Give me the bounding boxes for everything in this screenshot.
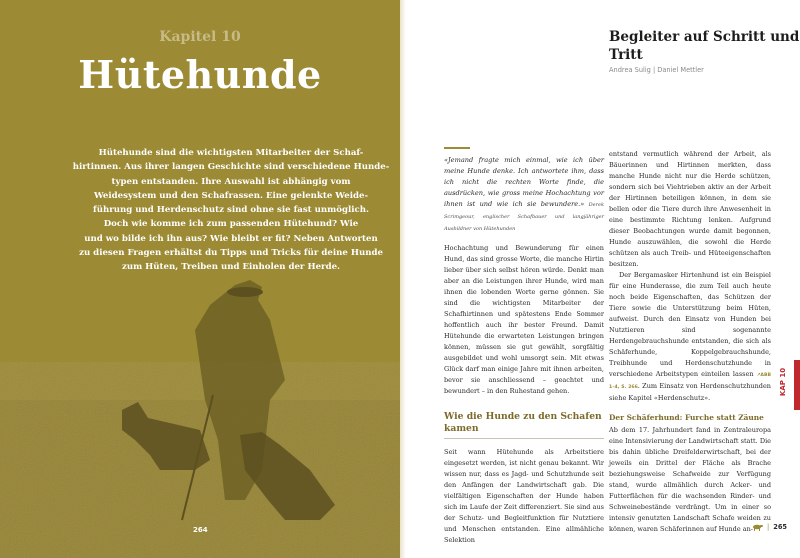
- sheep-icon: [752, 524, 763, 531]
- footer-separator: |: [767, 523, 770, 531]
- intro-line: zum Hüten, Treiben und Einholen der Herde.: [121, 262, 341, 273]
- article-authors: Andrea Sulig | Daniel Mettler: [609, 66, 704, 74]
- chapter-tab-label: KAP 10: [779, 367, 788, 397]
- chapter-title: Hütehunde: [78, 52, 322, 97]
- pull-quote: [444, 155, 604, 235]
- subheading: Der Schäferhund: Furche statt Zäune: [609, 413, 764, 422]
- quote-text: «Jemand fragte mich einmal, wie ich über meine Hunde denke. Ich antwortete ihm, dass ich nicht die rechten Worte finde, die ausdrücken, wie gross meine Hochachtung vor ihnen ist und wie ich sie bewundere.»: [444, 156, 604, 208]
- subheading: Wie die Hunde zu den Schafen kamen: [444, 411, 604, 439]
- intro-line: zu diesen Fragen erhältst du Tipps und Tricks für deine Hunde: [79, 248, 383, 259]
- intro-line: führung und Herdenschutz sind ohne sie fast unmöglich.: [93, 205, 369, 216]
- intro-line: typen entstanden. Ihre Auswahl ist abhängig vom: [111, 176, 351, 187]
- paragraph-text: Der Bergamasker Hirtenhund ist ein Beispiel für eine Hunderasse, die zum Teil auch heute noch beide Eigenschaften, das Schützen der Tiere sowie die Unterstützung beim Hüten, aufweist. Durch den Einsatz von Hunden bei Nutztieren sind sogenannte Herdengebrauchshunde entstanden, die sich als Schäferhunde, Koppelgebrauchshunde, Treibhunde und Herdenschutzhunde in verschiedene Arbeitstypen einteilen lassen: [609, 271, 771, 378]
- article-title: Begleiter auf Schritt und Tritt: [609, 29, 800, 63]
- intro-line: hirtinnen. Aus ihrer langen Geschichte sind verschiedene Hunde-: [72, 162, 390, 173]
- body-paragraph: [609, 270, 771, 404]
- paragraph-text: . Zum Einsatz von Herdenschutzhunden siehe Kapitel «Herdenschutz».: [609, 382, 771, 402]
- body-paragraph: Hochachtung und Bewunderung für einen Hund, das sind grosse Worte, die manche Hirtin lieber über sich selbst hören würde. Denkt man aber an die Leistungen ihrer Hunde, wird man ihnen die lobenden Worte gerne gönnen. Sie sind die wichtigsten Mitarbeiter der Schafhirtinnen und spätestens Ende Sommer hoffentlich auch ihr bester Freund. Damit Hütehunde die erwarteten Leistungen bringen können, müssen sie gut gewählt, sorgfältig ausgebildet und wohl umsorgt sein. Mit etwas Glück darf man einige Jahre mit ihnen arbeiten, bevor sie anschliessend – geachtet und bewundert – in den Ruhestand gehen.: [444, 244, 604, 395]
- chapter-tab-bar: [794, 360, 800, 410]
- intro-line: Doch wie komme ich zum passenden Hütehund? Wie: [103, 219, 359, 230]
- quote-source: Derek Scrimgeour, englischer Schafbauer und langjähriger Ausbildner von Hütehunden: [444, 202, 604, 232]
- page-number-right: 265: [773, 523, 787, 531]
- intro-line: und wo bilde ich ihn aus? Wie bleibt er fit? Neben Antworten: [84, 233, 378, 244]
- page-number-left: 264: [193, 526, 208, 534]
- chapter-tab: [781, 360, 800, 410]
- body-paragraph: Seit wann Hütehunde als Arbeitstiere eingesetzt werden, ist nicht genau bekannt. Wir wissen nur, dass es Jagd- und Schutzhunde seit den Anfängen der Landwirtschaft gab. Die vielfältigen Eigenschaften der Hunde haben sich im Laufe der Zeit differenziert. Sie sind aus der Schutz- und Begleitfunktion für Nutztiere und Menschen entstanden. Eine allmähliche Selektion: [444, 448, 604, 544]
- quote-rule: [444, 147, 470, 149]
- body-paragraph: Ab dem 17. Jahrhundert fand in Zentraleuropa eine Intensivierung der Landwirtschaft statt. Die bis dahin übliche Dreifelderwirtschaft, bei der jeweils ein Drittel der Fläche als Brache beziehungsweise Schafweide zur Verfügung stand, wurde allmählich durch Acker- und Futterflächen für die wachsenden Rinder- und Schweinebestände verdrängt. Um in einer so intensiv genutzten Landschaft Schafe weiden zu können, waren Schäferinnen auf Hunde an-: [609, 426, 771, 533]
- book-gutter: [400, 0, 406, 558]
- intro-line: Weidesystem und den Schafrassen. Eine gelenkte Weide-: [93, 190, 369, 201]
- body-paragraph: entstand vermutlich während der Arbeit, als Bäuerinnen und Hirtinnen merkten, dass manche Hunde nicht nur die Herde schützen, sondern sich bei Viehtrieben aktiv an der Arbeit der Hirtinnen beteiligen können, in dem sie bellen oder die Tiere durch ihre Anwesenheit in eine bestimmte Richtung lenken. Aufgrund dieser Beobachtungen wurde damit begonnen, Hunde auszuwählen, die sowohl die Herde schützen als auch Treib- und Hüteeigenschaften besitzen.: [609, 150, 771, 268]
- chapter-label: Kapitel 10: [159, 29, 241, 45]
- figure-reference-link[interactable]: ↗ABB 1–4, S. 266: [609, 373, 771, 390]
- page-footer: [752, 523, 787, 531]
- chapter-intro: [62, 146, 400, 275]
- text-column-left: [444, 147, 604, 546]
- intro-line: Hütehunde sind die wichtigsten Mitarbeiter der Schaf-: [98, 148, 364, 158]
- text-column-right: [609, 149, 771, 535]
